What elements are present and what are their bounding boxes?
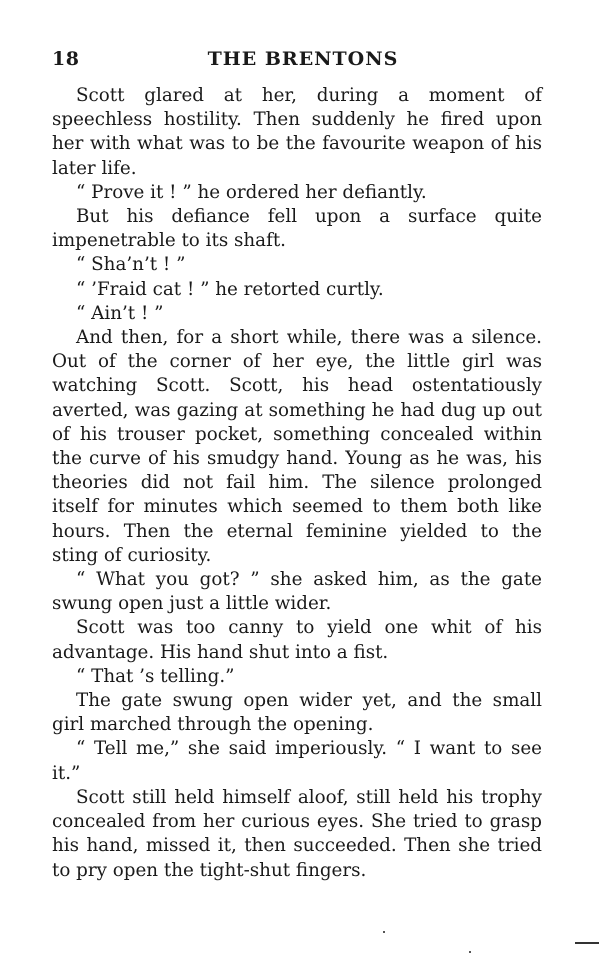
paragraph: “ Prove it ! ” he ordered her defiantly.	[76, 181, 427, 203]
paragraph: Scott was too canny to yield one whit of his advantage. His hand shut into a fist.	[52, 617, 542, 663]
paragraph: Scott still held himself aloof, still held his trophy concealed from her curious eyes. She tried to grasp his hand, missed it, then succeeded. Then she tried to pry open the tight-shut fingers.	[52, 786, 542, 881]
body-text	[52, 84, 542, 883]
page-edge-mark	[575, 942, 599, 944]
print-speck	[469, 951, 471, 953]
paragraph: “ Tell me,” she said imperiously. “ I want to see it.”	[52, 738, 542, 784]
page-number: 18	[52, 48, 80, 70]
paragraph: Scott glared at her, during a moment of speechless hostility. Then suddenly he fired upon her with what was to be the favourite weapon of his later life.	[52, 85, 542, 179]
paragraph: “ ’Fraid cat ! ” he retorted curtly.	[76, 278, 384, 300]
paragraph: But his defiance fell upon a surface quite impenetrable to its shaft.	[52, 206, 542, 252]
running-head: THE BRENTONS	[207, 48, 399, 70]
print-speck	[383, 931, 385, 933]
paragraph: “ What you got? ” she asked him, as the gate swung open just a little wider.	[52, 569, 542, 615]
paragraph: “ Sha’n’t ! ”	[76, 254, 186, 276]
paragraph: “ That ’s telling.”	[76, 665, 235, 687]
paragraph: The gate swung open wider yet, and the small girl marched through the opening.	[52, 690, 542, 736]
paragraph: “ Ain’t ! ”	[76, 302, 164, 324]
page-header	[52, 48, 542, 74]
paragraph: And then, for a short while, there was a silence. Out of the corner of her eye, the little girl was watching Scott. Scott, his head ostentatiously averted, was gazing at something he had dug up out of his trouser pocket, something concealed within the curve of his smudgy hand. Young as he was, his theories did not fail him. The silence prolonged itself for minutes which seemed to them both like hours. Then the eternal feminine yielded to the sting of curiosity.	[52, 327, 542, 566]
